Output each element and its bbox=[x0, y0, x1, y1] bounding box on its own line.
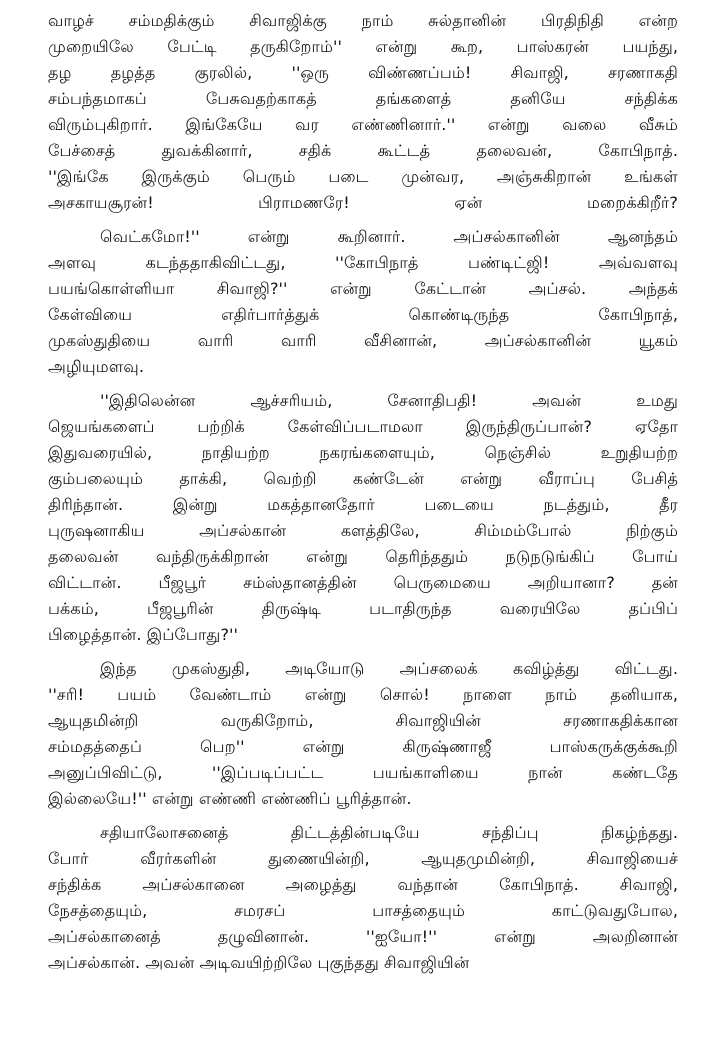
text-line: அனுப்பிவிட்டு, ''இப்படிப்பட்ட பயங்காளியை நான் கண்டதே bbox=[48, 763, 678, 782]
text-line: தழ தழத்த குரலில், ''ஒரு விண்ணப்பம்! சிவாஜி, சரணாகதி bbox=[48, 63, 678, 82]
text-line: ஜெயங்களைப் பற்றிக் கேள்விப்படாமலா இருந்திருப்பான்? ஏதோ bbox=[48, 417, 678, 436]
text-line: சதியாலோசனைத் திட்டத்தின்படியே சந்திப்பு நிகழ்ந்தது. bbox=[100, 823, 678, 842]
text-line: இல்லையே!'' என்று எண்ணி எண்ணிப் பூரித்தான். bbox=[48, 789, 412, 808]
text-line: பிழைத்தான். இப்போது?'' bbox=[48, 625, 238, 644]
text-line: விரும்புகிறார். இங்கேயே வர எண்ணினார்.'' என்று வலை வீசும் bbox=[48, 115, 678, 134]
text-line: ''இதிலென்ன ஆச்சரியம், சேனாதிபதி! அவன் உமது bbox=[100, 391, 678, 410]
text-line: அழியுமளவு. bbox=[48, 357, 145, 376]
text-line: முறையிலே பேட்டி தருகிறோம்'' என்று கூற, பாஸ்கரன் பயந்து, bbox=[48, 37, 678, 56]
text-line: இந்த முகஸ்துதி, அடியோடு அப்சலைக் கவிழ்த்து விட்டது. bbox=[100, 659, 678, 678]
text-line: பயங்கொள்ளியா சிவாஜி?'' என்று கேட்டான் அப்சல். அந்தக் bbox=[48, 279, 678, 298]
text-line: அசகாயசூரன்! பிராமணரே! ஏன் மறைக்கிறீர்? bbox=[48, 193, 678, 212]
text-line: திரிந்தான். இன்று மகத்தானதோர் படையை நடத்தும், தீர bbox=[48, 495, 678, 514]
text-line: சம்மதத்தைப் பெற'' என்று கிருஷ்ணாஜீ பாஸ்கருக்குக்கூறி bbox=[48, 737, 678, 756]
text-line: அப்சல்கானைத் தழுவினான். ''ஐயோ!'' என்று அலறினான் bbox=[48, 927, 678, 946]
text-line: போர் வீரர்களின் துணையின்றி, ஆயுதமுமின்றி, சிவாஜியைச் bbox=[48, 849, 678, 868]
paragraph bbox=[48, 388, 678, 648]
text-line: நேசத்தையும், சமரசப் பாசத்தையும் காட்டுவதுபோல, bbox=[48, 901, 678, 920]
text-line: இதுவரையில், நாதியற்ற நகரங்களையும், நெஞ்சில் உறுதியற்ற bbox=[48, 443, 678, 462]
text-line: ''இங்கே இருக்கும் பெரும் படை முன்வர, அஞ்சுகிறான் உங்கள் bbox=[48, 167, 678, 186]
text-line: சம்பந்தமாகப் பேசுவதற்காகத் தங்களைத் தனியே சந்திக்க bbox=[48, 89, 678, 108]
text-line: புருஷனாகிய அப்சல்கான் களத்திலே, சிம்மம்போல் நிற்கும் bbox=[48, 521, 678, 540]
text-line: வாழச் சம்மதிக்கும் சிவாஜிக்கு நாம் சுல்தானின் பிரதிநிதி என்ற bbox=[48, 11, 678, 30]
text-line: ஆயுதமின்றி வருகிறோம், சிவாஜியின் சரணாகதிக்கான bbox=[48, 711, 678, 730]
paragraph bbox=[48, 820, 678, 976]
paragraph bbox=[48, 8, 678, 216]
document-page bbox=[48, 8, 678, 976]
text-line: தலைவன் வந்திருக்கிறான் என்று தெரிந்ததும் நடுநடுங்கிப் போய் bbox=[48, 547, 678, 566]
text-line: பக்கம், பீஜபூரின் திருஷ்டி படாதிருந்த வரையிலே தப்பிப் bbox=[48, 599, 678, 618]
text-line: அப்சல்கான். அவன் அடிவயிற்றிலே புகுந்தது சிவாஜியின் bbox=[48, 953, 470, 972]
text-line: கும்பலையும் தாக்கி, வெற்றி கண்டேன் என்று வீராப்பு பேசித் bbox=[48, 469, 678, 488]
text-line: கேள்வியை எதிர்பார்த்துக் கொண்டிருந்த கோபிநாத், bbox=[48, 305, 678, 324]
text-line: விட்டான். பீஜபூர் சம்ஸ்தானத்தின் பெருமையை அறியானா? தன் bbox=[48, 573, 678, 592]
text-line: வெட்கமோ!'' என்று கூறினார். அப்சல்கானின் ஆனந்தம் bbox=[100, 227, 678, 246]
text-line: அளவு கடந்ததாகிவிட்டது, ''கோபிநாத் பண்டிட்ஜி! அவ்வளவு bbox=[48, 253, 678, 272]
text-line: பேச்சைத் துவக்கினார், சதிக் கூட்டத் தலைவன், கோபிநாத். bbox=[48, 141, 678, 160]
paragraph bbox=[48, 224, 678, 380]
text-line: சந்திக்க அப்சல்கானை அழைத்து வந்தான் கோபிநாத். சிவாஜி, bbox=[48, 875, 678, 894]
text-line: முகஸ்துதியை வாரி வாரி வீசினான், அப்சல்கானின் யூகம் bbox=[48, 331, 678, 350]
paragraph bbox=[48, 656, 678, 812]
text-line: ''சரி! பயம் வேண்டாம் என்று சொல்! நாளை நாம் தனியாக, bbox=[48, 685, 678, 704]
